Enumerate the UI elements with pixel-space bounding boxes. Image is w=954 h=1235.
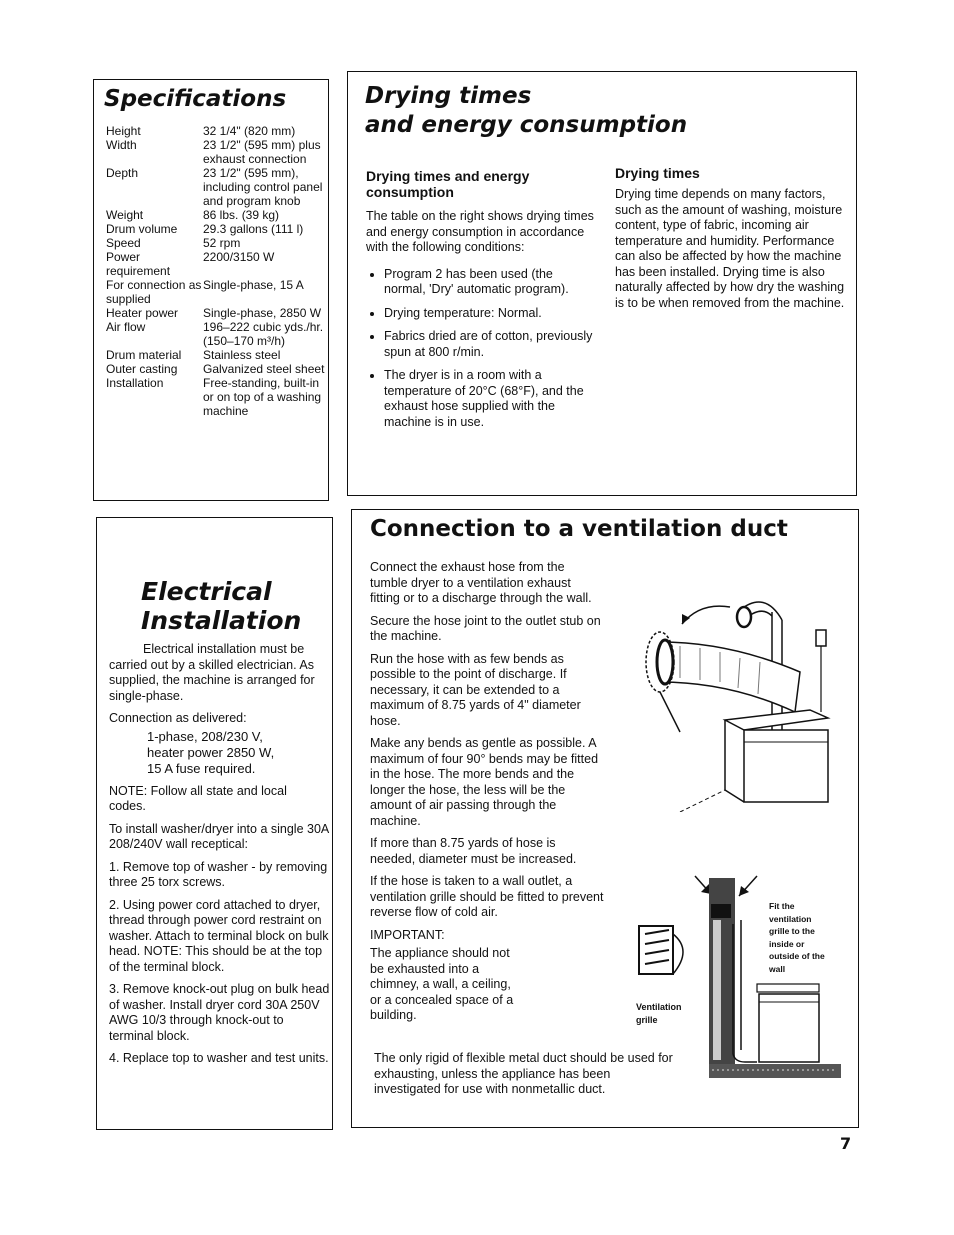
drying-right-text: Drying time depends on many factors, such as the amount of washing, moisture content, type of fabric, incoming air temperature and humidity. Performance can also be affected by how the machine has been installed. Drying time is also naturally affected by how dry the washing is to be when removed from the machine. <box>615 187 845 310</box>
drying-left-heading: Drying times and energy consumption <box>366 168 530 200</box>
specifications-title: Specifications <box>104 86 287 112</box>
electrical-title-line1: Electrical <box>141 577 272 606</box>
ventilation-paragraph: If more than 8.75 yards of hose is needed, diameter must be increased. <box>370 836 577 866</box>
list-item: • The dryer is in a room with a temperature of 20°C (68°F), and the exhaust hose supplied with the machine is in use. <box>384 368 594 430</box>
spec-line: 15 A fuse required. <box>147 760 256 776</box>
spec-row <box>106 362 328 376</box>
spec-row <box>106 320 328 348</box>
spec-value: 29.3 gallons (111 l) <box>203 222 304 236</box>
spec-value: 52 rpm <box>203 236 241 250</box>
drying-right-column <box>615 165 853 318</box>
spec-label: Installation <box>106 376 164 390</box>
spec-row <box>106 138 328 166</box>
drying-title <box>365 82 687 140</box>
spec-label: Heater power <box>106 306 179 320</box>
ventilation-final-note: The only rigid of flexible metal duct should be used for exhausting, unless the appliance has been investigated for use with nonmetallic duct. <box>374 1051 673 1096</box>
drying-right-heading: Drying times <box>615 165 700 181</box>
spec-value: 32 1/4" (820 mm) <box>203 124 296 138</box>
electrical-connection-label: Connection as delivered: <box>109 711 247 725</box>
spec-value: 23 1/2" (595 mm), including control panel and program knob <box>203 166 323 208</box>
spec-label: Air flow <box>106 320 146 334</box>
spec-row <box>106 306 328 320</box>
spec-label: For connection as supplied <box>106 278 202 306</box>
spec-label: Drum volume <box>106 222 178 236</box>
spec-value: Free-standing, built-in or on top of a washing machine <box>203 376 322 418</box>
electrical-title <box>141 577 301 635</box>
spec-label: Height <box>106 124 141 138</box>
drying-times-panel <box>347 71 857 496</box>
spec-line: heater power 2850 W, <box>147 744 275 760</box>
spec-value: Single-phase, 15 A <box>203 278 304 292</box>
spec-value: Stainless steel <box>203 348 281 362</box>
fit-grille-label: Fit the ventilation grille to the inside or outside of the wall <box>769 901 825 974</box>
list-item: • Fabrics dried are of cotton, previously spun at 800 r/min. <box>384 329 594 360</box>
drying-left-column <box>366 168 594 438</box>
spec-label: Outer casting <box>106 362 178 376</box>
ventilation-paragraph: Run the hose with as few bends as possible to the point of discharge. If necessary, it can be extended to a maximum of 8.75 yards of 4" diameter hose. <box>370 651 581 728</box>
spec-value: Single-phase, 2850 W <box>203 306 322 320</box>
electrical-panel <box>96 517 333 1130</box>
spec-value: 86 lbs. (39 kg) <box>203 208 280 222</box>
list-item: • Drying temperature: Normal. <box>384 306 594 322</box>
specifications-panel <box>93 79 329 501</box>
electrical-step: 2. Using power cord attached to dryer, thread through power cord restraint on washer. Attach to terminal block on bulk head. NOTE: This should be at the top of the terminal block. <box>109 897 329 974</box>
spec-row <box>106 222 328 236</box>
spec-row <box>106 348 328 362</box>
spec-row <box>106 250 328 278</box>
list-item: • Program 2 has been used (the normal, 'Dry' automatic program). <box>384 267 594 298</box>
electrical-step: 4. Replace top to washer and test units. <box>109 1051 329 1065</box>
ventilation-paragraph: Secure the hose joint to the outlet stub on the machine. <box>370 613 601 643</box>
drying-conditions-list <box>366 267 594 431</box>
spec-row <box>106 376 328 418</box>
ventilation-paragraph: Make any bends as gentle as possible. A maximum of four 90° bends may be fitted in the hose. The more bends and the longer the hose, the less will be the amount of air passing through the machine. <box>370 736 599 828</box>
electrical-body <box>109 642 331 1074</box>
ventilation-text-column <box>370 560 604 1031</box>
electrical-step: 3. Remove knock-out plug on bulk head of washer. Install dryer cord 30A 250V AWG 10/3 through knock-out to terminal block. <box>109 982 330 1043</box>
electrical-title-line2: Installation <box>141 606 302 635</box>
ventilation-paragraph: Connect the exhaust hose from the tumble dryer to a ventilation exhaust fitting or to a discharge through the wall. <box>370 560 592 605</box>
ventilation-grille-label: Ventilation grille <box>636 1002 682 1025</box>
spec-row <box>106 166 328 208</box>
drying-title-line2: and energy consumption <box>365 112 688 138</box>
ventilation-title: Connection to a ventilation duct <box>370 516 788 542</box>
spec-line: 1-phase, 208/230 V, <box>147 728 263 744</box>
spec-label: Width <box>106 138 137 152</box>
electrical-note: NOTE: Follow all state and local codes. <box>109 783 287 813</box>
spec-row <box>106 236 328 250</box>
ventilation-panel <box>351 509 859 1128</box>
drying-title-line1: Drying times <box>365 83 532 109</box>
page-number: 7 <box>840 1134 852 1153</box>
spec-row <box>106 208 328 222</box>
hose-connection-illustration <box>620 582 840 812</box>
electrical-install-intro: To install washer/dryer into a single 30A 208/240V wall receptical: <box>109 821 329 851</box>
specifications-table <box>106 124 328 418</box>
spec-label: Drum material <box>106 348 182 362</box>
spec-label: Weight <box>106 208 144 222</box>
spec-label: Speed <box>106 236 141 250</box>
electrical-step: 1. Remove top of washer - by removing three 25 torx screws. <box>109 859 328 889</box>
spec-row <box>106 124 328 138</box>
spec-row <box>106 278 328 306</box>
ventilation-paragraph: If the hose is taken to a wall outlet, a ventilation grille should be fitted to prevent reverse flow of cold air. <box>370 874 604 919</box>
spec-value: Galvanized steel sheet <box>203 362 325 376</box>
spec-value: 23 1/2" (595 mm) plus exhaust connection <box>203 138 321 166</box>
spec-value: 196–222 cubic yds./hr. (150–170 m³/h) <box>203 320 324 348</box>
drying-intro: The table on the right shows drying times and energy consumption in accordance with the following conditions: <box>366 209 594 254</box>
important-text: The appliance should not be exhausted into a chimney, a wall, a ceiling, or a concealed space of a building. <box>370 946 514 1022</box>
electrical-intro: Electrical installation must be carried out by a skilled electrician. As supplied, the machine is arranged for single-phase. <box>109 642 315 703</box>
important-label: IMPORTANT: <box>370 927 445 942</box>
spec-label: Depth <box>106 166 139 180</box>
spec-label: Power requirement <box>106 250 171 278</box>
electrical-connection-spec <box>109 729 331 777</box>
spec-value: 2200/3150 W <box>203 250 275 264</box>
